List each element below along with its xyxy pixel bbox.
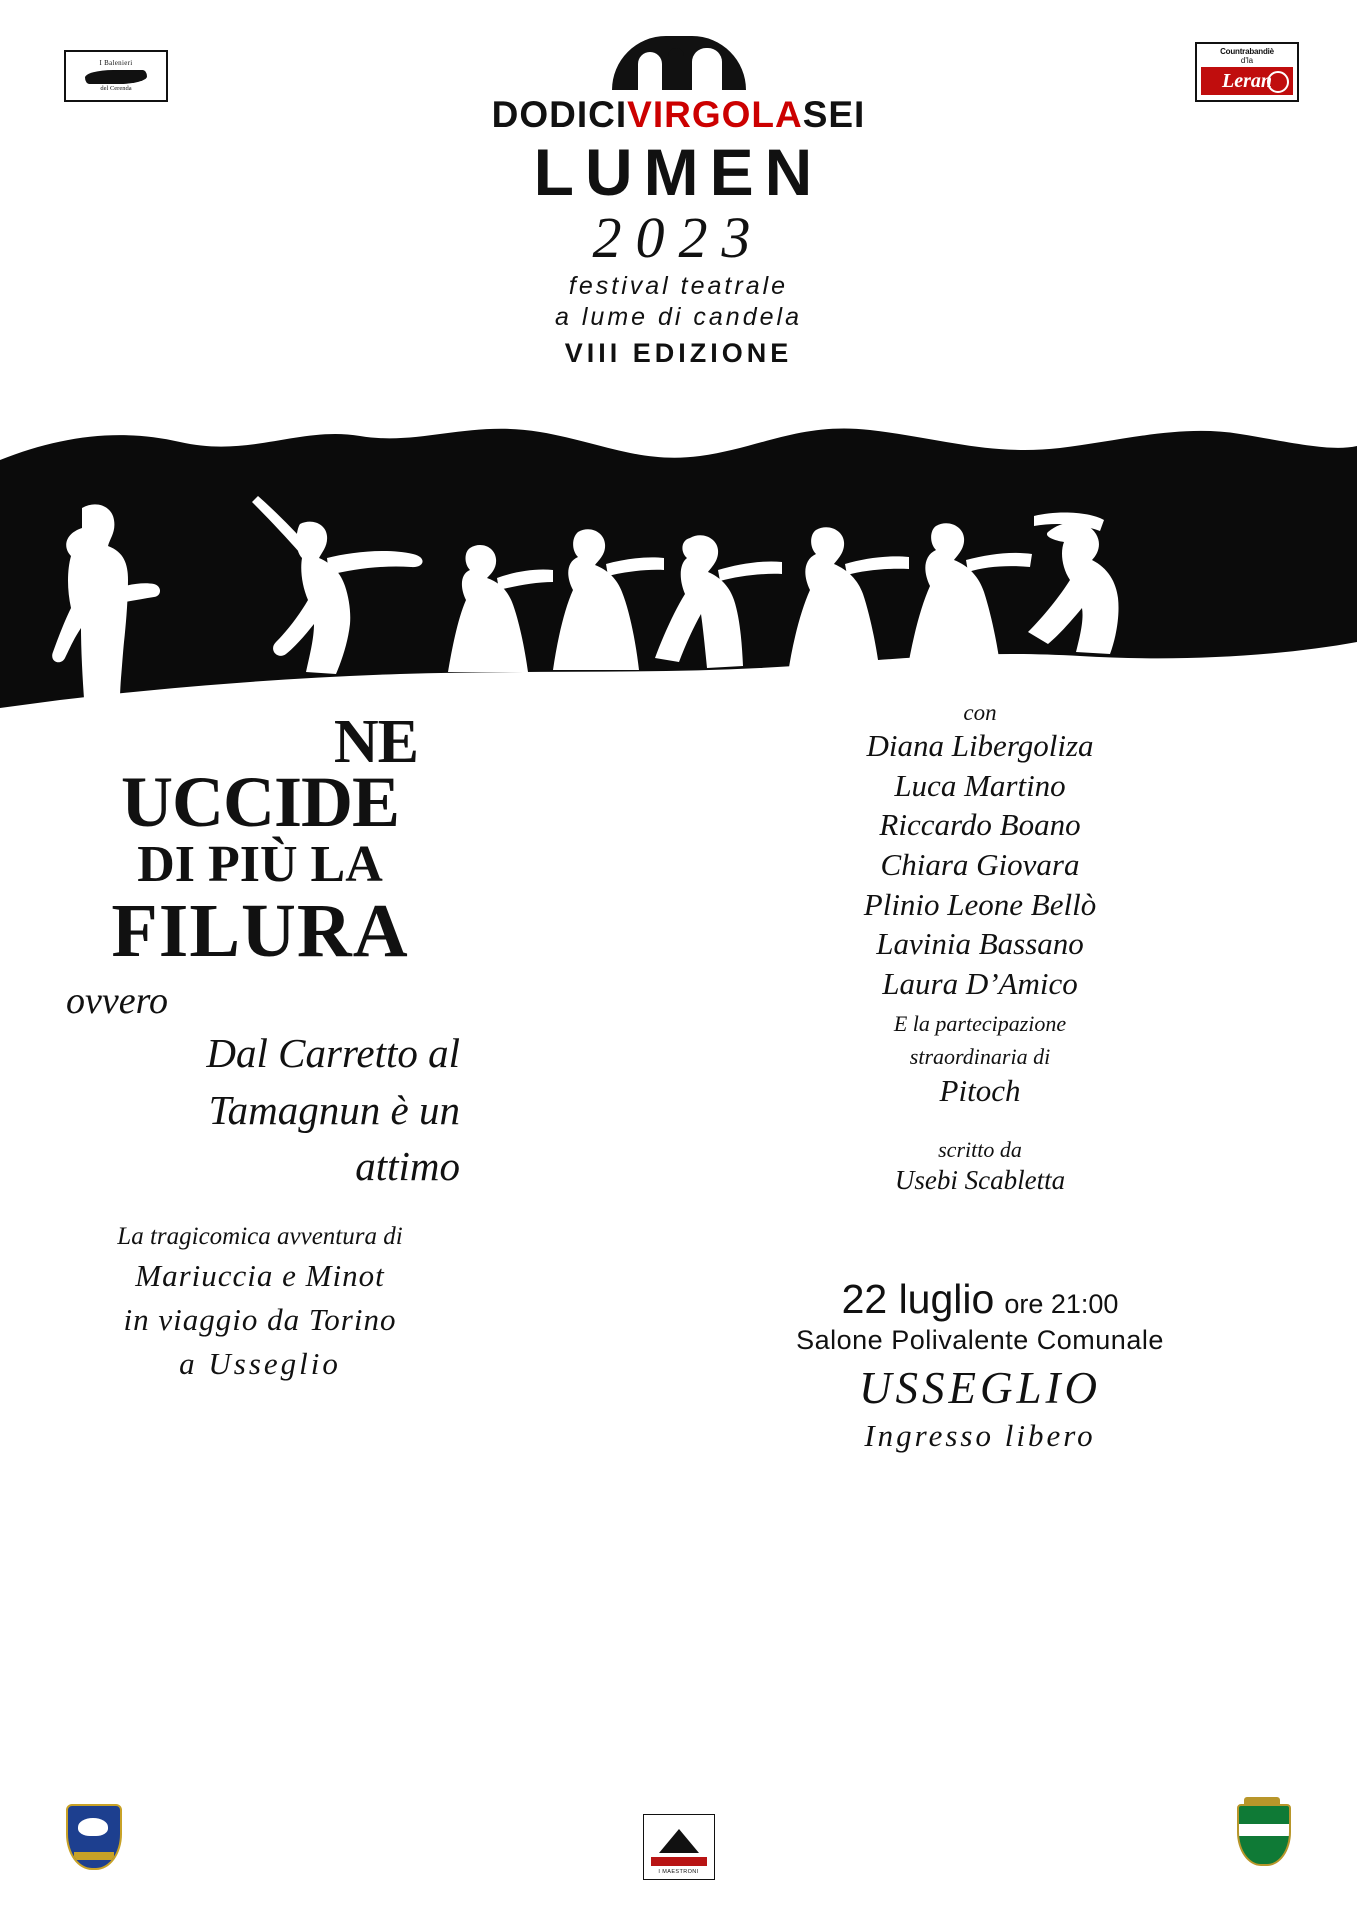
subtitle-line-2: Tamagnun è un [208,1086,460,1133]
event-date-row [700,1278,1260,1321]
blurb-line-2: Mariuccia e Minot [135,1258,385,1294]
cast-label: con [963,700,997,725]
brand-part1: DODICI [491,94,628,135]
show-title-block [60,708,460,1386]
sponsor-right-line3: Leran [1201,67,1293,95]
center-logo-band [651,1857,707,1866]
festival-header [0,36,1357,369]
show-blurb [60,1219,460,1387]
ovvero-label: ovvero [66,980,168,1023]
subtitle-line-1: Dal Carretto al [206,1030,460,1077]
cast-member: Lavinia Bassano [876,926,1084,962]
silhouette-illustration [0,412,1357,722]
crest-right-icon [1237,1804,1289,1870]
sponsor-left-line2: del Cerenda [100,84,132,92]
event-date: 22 luglio [841,1276,995,1322]
theatre-arch-icon [612,36,746,90]
sponsor-right-line2: d'la [1240,56,1254,65]
sponsor-left-line1: I Balenieri [99,59,133,68]
cast-block [700,700,1260,1196]
special-guest-name: Pitoch [939,1072,1021,1108]
festival-name: LUMEN [533,135,824,209]
blurb-line-1: La tragicomica avventura di [117,1222,403,1250]
event-details [700,1278,1260,1454]
cast-member: Riccardo Boano [879,807,1081,843]
crest-left-icon [66,1804,118,1868]
blurb-line-3: in viaggio da Torino [123,1302,397,1338]
mountain-icon [659,1829,699,1853]
brand-part3: SEI [802,94,866,135]
cast-member: Diana Libergoliza [866,728,1094,763]
event-town: USSEGLIO [859,1363,1101,1414]
event-admission: Ingresso libero [864,1418,1096,1454]
cast-member: Laura D’Amico [882,966,1078,1002]
cast-member: Luca Martino [894,767,1066,803]
special-guest-line-1: E la partecipazione [893,1010,1067,1036]
title-line-4: FILURA [111,889,409,974]
sponsor-right-line1: Countrabandiè [1220,47,1274,56]
title-line-3: DI PIÙ LA [137,836,383,894]
author-name: Usebi Scabletta [894,1164,1066,1195]
written-by-label: scritto da [938,1136,1022,1162]
arch-figure-icon [668,48,684,90]
festival-tagline-line2: a lume di candela [555,303,802,332]
event-time: ore 21:00 [1004,1289,1119,1319]
sponsor-logo-center [643,1814,715,1880]
cast-member: Plinio Leone Bellò [863,886,1097,922]
event-venue: Salone Polivalente Comunale [796,1325,1164,1356]
festival-year: 2023 [592,205,765,270]
festival-tagline-line1: festival teatrale [568,272,789,300]
brand-part2: VIRGOLA [627,94,803,135]
cast-member: Chiara Giovara [880,847,1080,883]
title-line-1: NE [333,708,418,776]
festival-brand [0,96,1357,133]
center-logo-label: I MAESTRONI [658,1869,699,1875]
title-line-2: UCCIDE [120,761,400,842]
blurb-line-4: a Usseglio [179,1346,341,1382]
special-guest-line-2: straordinaria di [909,1044,1051,1070]
subtitle-line-3: attimo [355,1143,460,1190]
festival-edition: VIII EDIZIONE [564,337,793,368]
